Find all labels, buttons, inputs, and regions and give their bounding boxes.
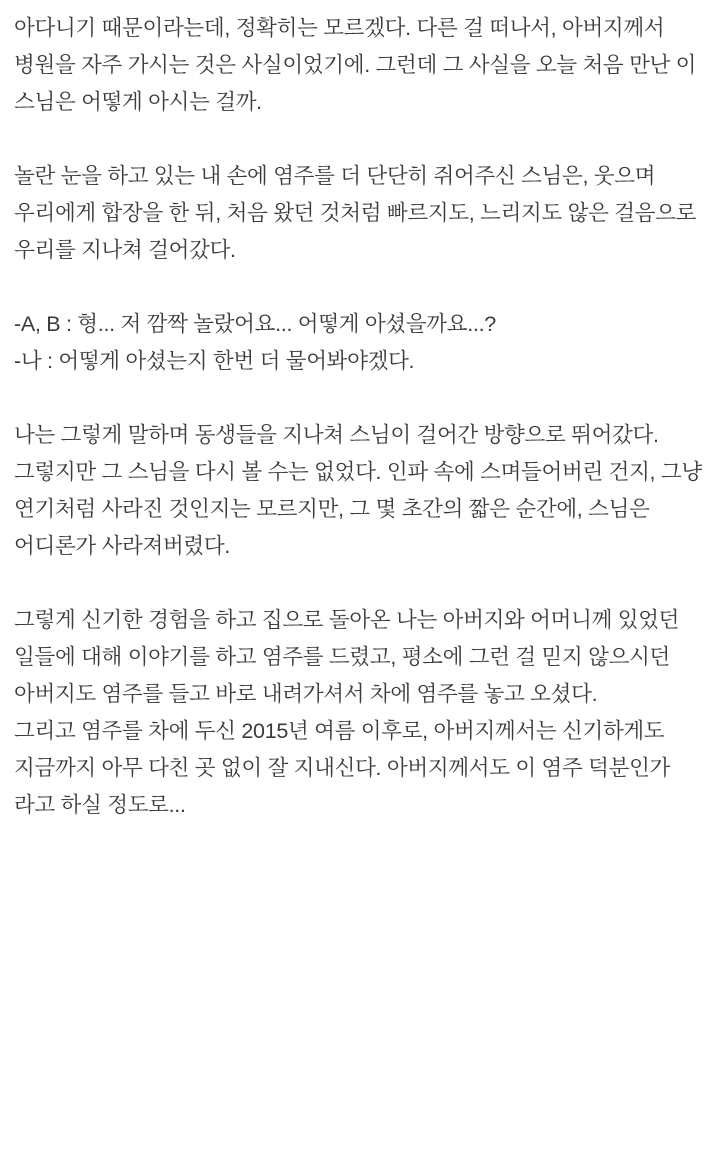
paragraph-2: 놀란 눈을 하고 있는 내 손에 염주를 더 단단히 쥐어주신 스님은, 웃으며 우리에게 합장을 한 뒤, 처음 왔던 것처럼 빠르지도, 느리지도 않은 걸음으로 우리를 지나쳐 걸어갔다.: [14, 164, 702, 262]
paragraph-3: 나는 그렇게 말하며 동생들을 지나쳐 스님이 걸어간 방향으로 뛰어갔다. 그렇지만 그 스님을 다시 볼 수는 없었다. 인파 속에 스며들어버린 건지, 그냥 연기처럼 사라진 것인지는 모르지만, 그 몇 초간의 짧은 순간에, 스님은 어디론가 사라져버렸다.: [14, 423, 708, 558]
dialogue-line-2: -나 : 어떻게 아셨는지 한번 더 물어봐야겠다.: [14, 349, 415, 373]
paragraph-5: 그리고 염주를 차에 두신 2015년 여름 이후로, 아버지께서는 신기하게도 지금까지 아무 다친 곳 없이 잘 지내신다. 아버지께서도 이 염주 덕분인가 라고 하실 정도로...: [14, 719, 676, 817]
paragraph-4: 그렇게 신기한 경험을 하고 집으로 돌아온 나는 아버지와 어머니께 있었던 일들에 대해 이야기를 하고 염주를 드렸고, 평소에 그런 걸 믿지 않으시던 아버지도 염주를 들고 바로 내려가셔서 차에 염주를 놓고 오셨다.: [14, 608, 685, 706]
paragraph-spacer: [14, 565, 706, 602]
paragraph-spacer: [14, 380, 706, 417]
dialogue-line-1: -A, B : 형... 저 깜짝 놀랐어요... 어떻게 아셨을까요...?: [14, 312, 496, 336]
paragraph-spacer: [14, 121, 706, 158]
paragraph-spacer: [14, 269, 706, 306]
paragraph-1: 아다니기 때문이라는데, 정확히는 모르겠다. 다른 걸 떠나서, 아버지께서 병원을 자주 가시는 것은 사실이었기에. 그런데 그 사실을 오늘 처음 만난 이 스님은 어떻게 아시는 걸까.: [14, 16, 702, 114]
